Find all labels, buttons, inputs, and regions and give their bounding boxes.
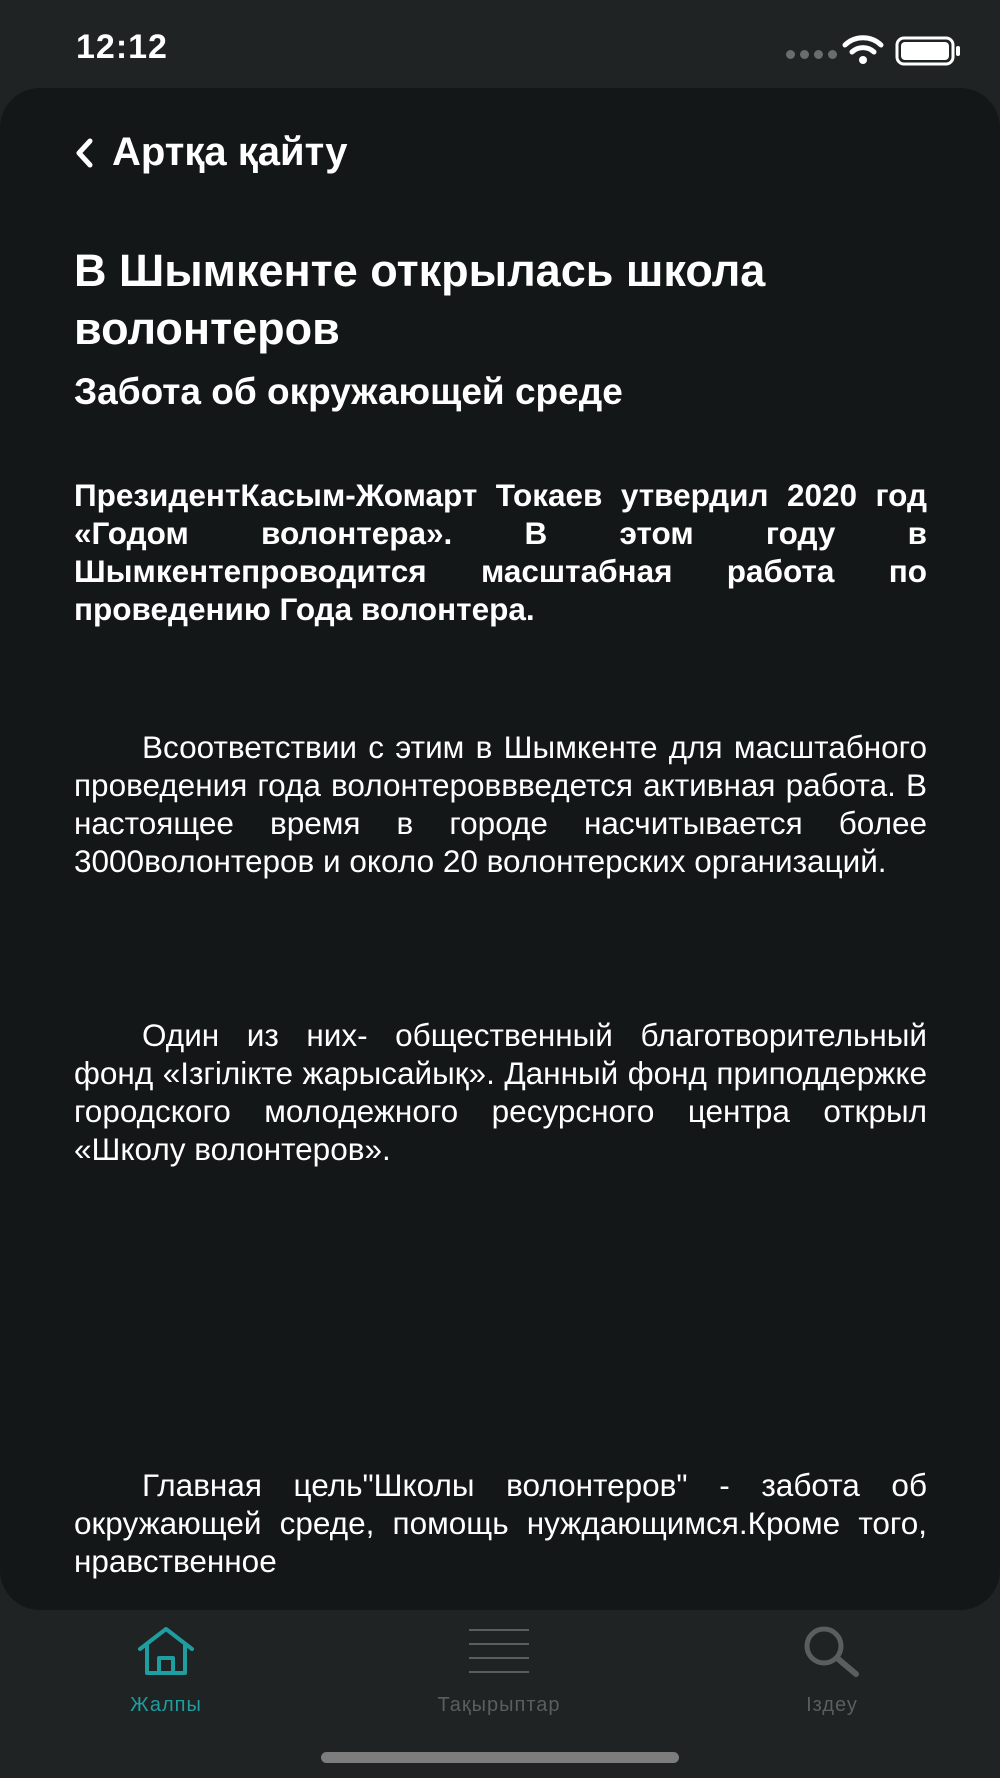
tab-search-label: Іздеу — [806, 1694, 858, 1716]
home-icon — [136, 1625, 196, 1677]
home-indicator — [321, 1752, 679, 1763]
back-button[interactable] — [74, 130, 347, 175]
tab-home-label: Жалпы — [130, 1694, 202, 1716]
article-title: В Шымкенте открылась школа волонтеров — [74, 245, 766, 354]
status-time: 12:12 — [76, 28, 168, 66]
tab-topics-label: Тақырыптар — [437, 1694, 561, 1716]
battery-icon — [895, 36, 961, 66]
tab-home[interactable] — [56, 1620, 276, 1717]
cellular-signal-icon — [786, 50, 837, 59]
tab-topics[interactable] — [389, 1620, 609, 1717]
list-icon — [468, 1627, 530, 1675]
article-card — [0, 88, 1000, 1610]
search-icon — [802, 1625, 862, 1677]
article-paragraph: Всоответствии с этим в Шымкенте для масштабного проведения года волонтероввведется активная работа. В настоящее время в городе насчитывается более 3000волонтеров и около 20 волонтерских организаций. — [74, 729, 927, 879]
tab-bar — [0, 1610, 1000, 1778]
article-lead: ПрезидентКасым-Жомарт Токаев утвердил 2020 год «Годом волонтера». В этом году в Шымкентепроводится масштабная работа по проведению Года волонтера. — [74, 477, 927, 627]
tab-search[interactable] — [722, 1620, 942, 1717]
wifi-icon — [842, 34, 884, 64]
article-subtitle: Забота об окружающей среде — [74, 371, 623, 412]
back-label: Артқа қайту — [112, 130, 348, 174]
article-paragraph: Один из них- общественный благотворительный фонд «Ізгілікте жарысайық». Данный фонд приподдержке городского молодежного ресурсного центра открыл «Школу волонтеров». — [74, 1017, 927, 1167]
chevron-left-icon — [74, 137, 94, 169]
status-bar — [0, 0, 1000, 96]
article-paragraph: Главная цель"Школы волонтеров" - забота об окружающей среде, помощь нуждающимся.Кроме того, нравственное — [74, 1467, 927, 1579]
